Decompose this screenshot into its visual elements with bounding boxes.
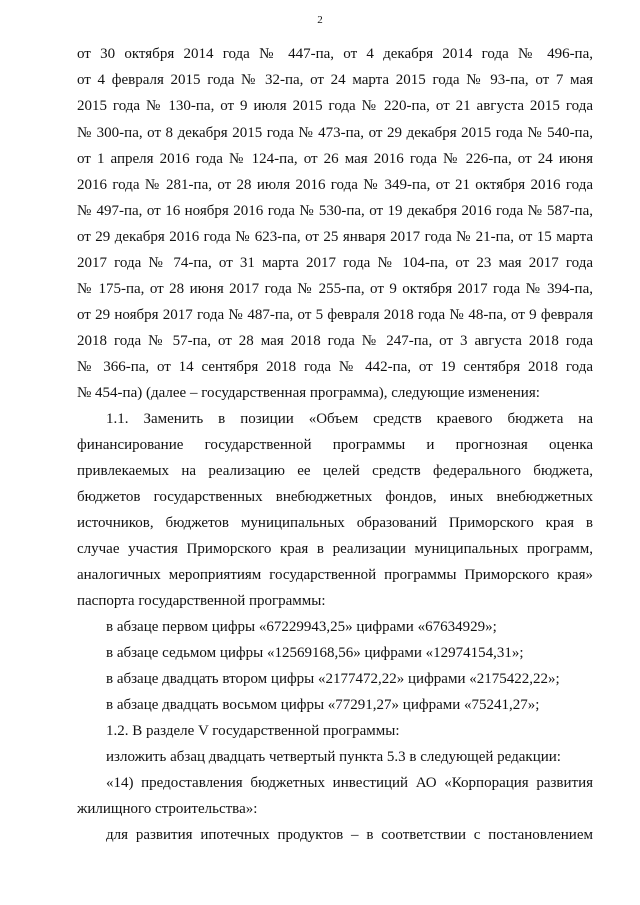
text-line: источников, бюджетов муниципальных образований Приморского края в xyxy=(77,515,593,531)
text-line: жилищного строительства»: xyxy=(77,801,258,817)
text-line: № 300-па, от 8 декабря 2015 года № 473-па, от 29 декабря 2015 года № 540-па, xyxy=(77,125,593,141)
text-line: 1.1. Заменить в позиции «Объем средств краевого бюджета на xyxy=(106,411,593,427)
text-line: 2015 года № 130-па, от 9 июля 2015 года № 220-па, от 21 августа 2015 года xyxy=(77,98,593,114)
text-line: № 175-па, от 28 июня 2017 года № 255-па, от 9 октября 2017 года № 394-па, xyxy=(77,281,593,297)
text-line: от 1 апреля 2016 года № 124-па, от 26 мая 2016 года № 226-па, от 24 июня xyxy=(77,151,593,167)
text-line: бюджетов государственных внебюджетных фондов, иных внебюджетных xyxy=(77,489,593,505)
text-line: для развития ипотечных продуктов – в соответствии с постановлением xyxy=(106,827,593,843)
text-line: № 454-па) (далее – государственная программа), следующие изменения: xyxy=(77,385,540,401)
text-line: в абзаце двадцать втором цифры «2177472,22» цифрами «2175422,22»; xyxy=(106,671,560,687)
text-line: от 29 декабря 2016 года № 623-па, от 25 января 2017 года № 21-па, от 15 марта xyxy=(77,229,593,245)
text-line: в абзаце первом цифры «67229943,25» цифрами «67634929»; xyxy=(106,619,497,635)
text-line: 2017 года № 74-па, от 31 марта 2017 года № 104-па, от 23 мая 2017 года xyxy=(77,255,593,271)
text-line: финансирование государственной программы и прогнозная оценка xyxy=(77,437,593,453)
text-line: в абзаце двадцать восьмом цифры «77291,27» цифрами «75241,27»; xyxy=(106,697,540,713)
text-line: № 497-па, от 16 ноября 2016 года № 530-па, от 19 декабря 2016 года № 587-па, xyxy=(77,203,593,219)
text-line: от 4 февраля 2015 года № 32-па, от 24 марта 2015 года № 93-па, от 7 мая xyxy=(77,72,593,88)
text-line: от 29 ноября 2017 года № 487-па, от 5 февраля 2018 года № 48-па, от 9 февраля xyxy=(77,307,593,323)
text-line: аналогичных мероприятиям государственной программы Приморского края» xyxy=(77,567,593,583)
text-line: привлекаемых на реализацию ее целей средств федерального бюджета, xyxy=(77,463,593,479)
text-line: 2018 года № 57-па, от 28 мая 2018 года № 247-па, от 3 августа 2018 года xyxy=(77,333,593,349)
text-line: 2016 года № 281-па, от 28 июля 2016 года № 349-па, от 21 октября 2016 года xyxy=(77,177,593,193)
text-line: в абзаце седьмом цифры «12569168,56» цифрами «12974154,31»; xyxy=(106,645,524,661)
text-line: 1.2. В разделе V государственной программы: xyxy=(106,723,400,739)
text-line: изложить абзац двадцать четвертый пункта 5.3 в следующей редакции: xyxy=(106,749,561,765)
text-line: «14) предоставления бюджетных инвестиций АО «Корпорация развития xyxy=(106,775,593,791)
text-line: случае участия Приморского края в реализации муниципальных программ, xyxy=(77,541,593,557)
page-number: 2 xyxy=(317,14,323,26)
text-line: № 366-па, от 14 сентября 2018 года № 442-па, от 19 сентября 2018 года xyxy=(77,359,593,375)
text-line: паспорта государственной программы: xyxy=(77,593,326,609)
text-line: от 30 октября 2014 года № 447-па, от 4 декабря 2014 года № 496-па, xyxy=(77,46,593,62)
